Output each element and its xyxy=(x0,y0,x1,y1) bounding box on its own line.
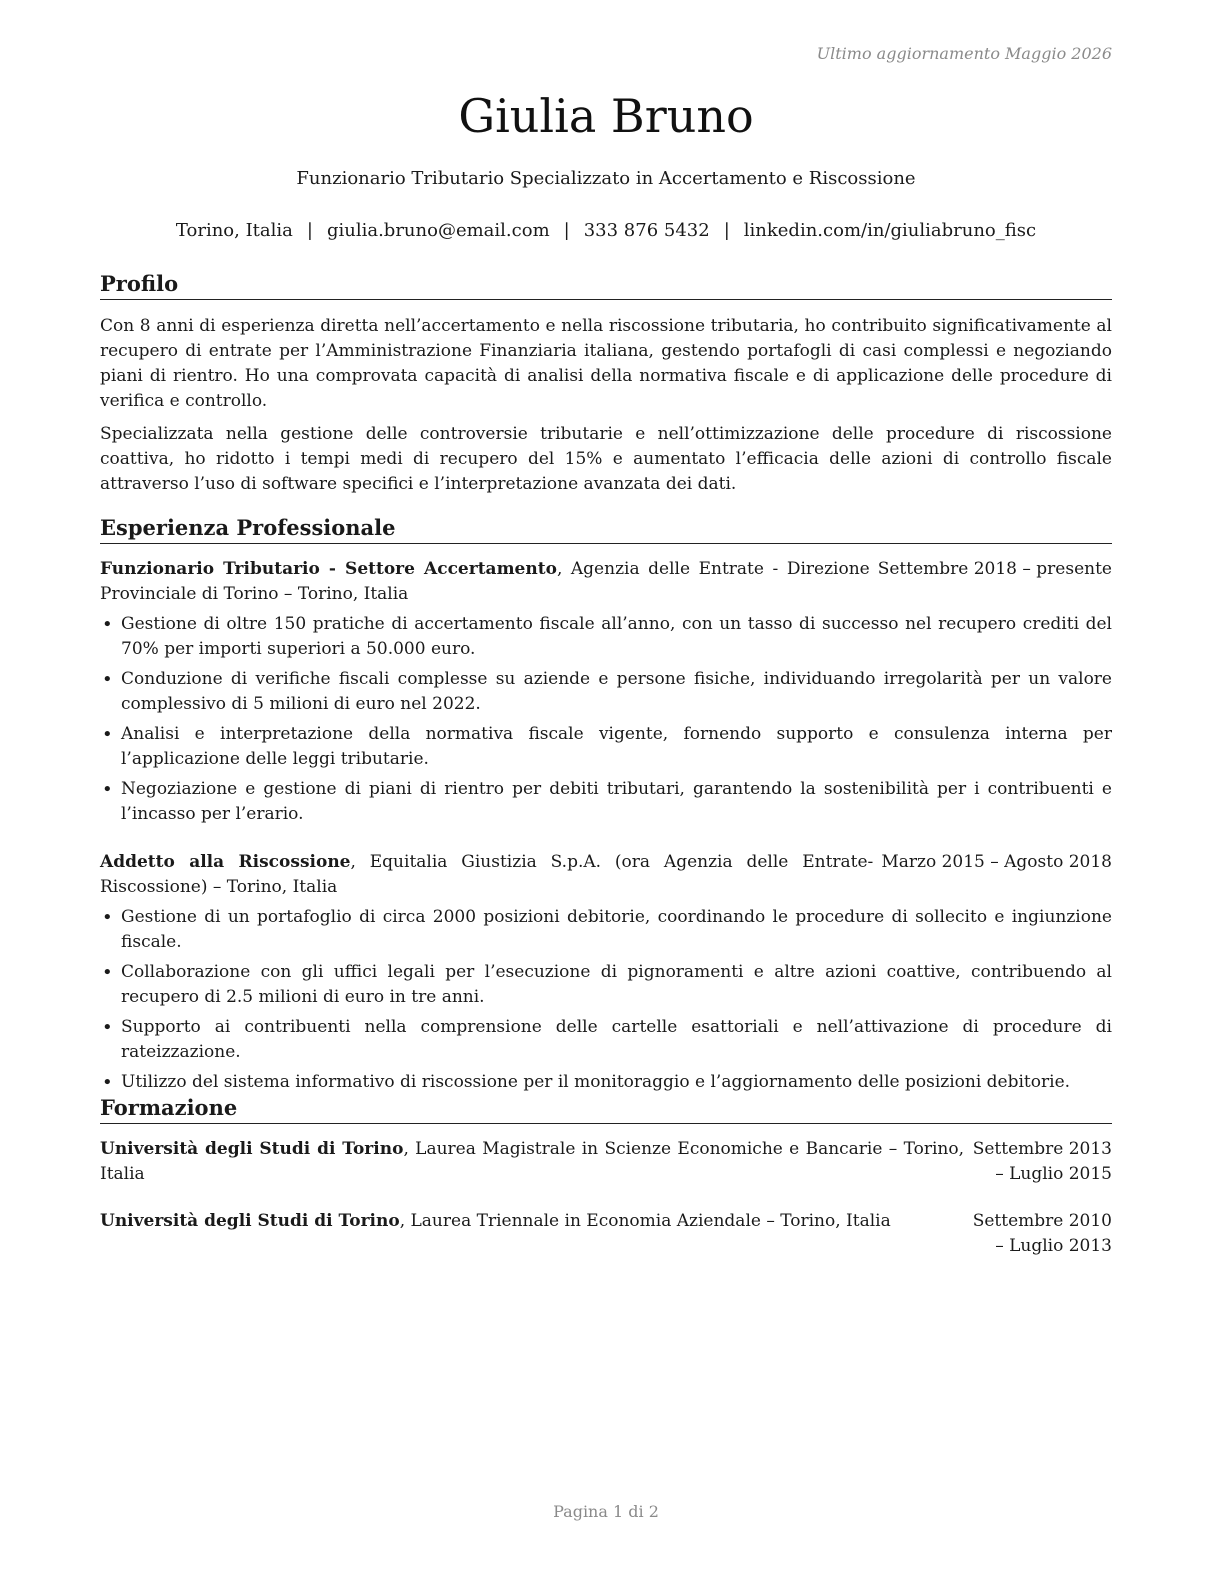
experience-entry xyxy=(100,557,1112,832)
section-heading-education: Formazione xyxy=(100,1094,1112,1124)
entry-header xyxy=(100,850,1112,900)
education-dates: Settembre 2010 – Luglio 2013 xyxy=(972,1211,1112,1256)
candidate-name: Giulia Bruno xyxy=(458,89,754,143)
last-updated: Ultimo aggiornamento Maggio 2026 xyxy=(816,44,1112,63)
page-number: Pagina 1 di 2 xyxy=(553,1502,659,1521)
education-entry xyxy=(100,1137,1112,1187)
list-item: • Negoziazione e gestione di piani di rientro per debiti tributari, garantendo la sostenibilità per i contribuenti e l’incasso per l’erario. xyxy=(100,777,1112,827)
contact-phone[interactable]: 333 876 5432 xyxy=(583,220,710,241)
job-employer: , Equitalia Giustizia S.p.A. (ora Agenzia delle Entrate-Riscossione) – Torino, Italia xyxy=(100,852,874,897)
list-item: • Supporto ai contribuenti nella comprensione delle cartelle esattoriali e nell’attivazione di procedure di rateizzazione. xyxy=(100,1015,1112,1065)
contact-line xyxy=(100,218,1112,244)
bullet-list xyxy=(100,905,1112,1095)
resume-page xyxy=(100,0,1112,1584)
contact-separator: | xyxy=(723,220,730,241)
section-heading-experience: Esperienza Professionale xyxy=(100,514,1112,544)
profile-paragraph: Specializzata nella gestione delle controversie tributarie e nell’ottimizzazione delle procedure di riscossione coattiva, ho ridotto i tempi medi di recupero del 15% e aumentato l’efficacia delle azioni di controllo fiscale attraverso l’uso di software specifici e l’interpretazione avanzata dei dati. xyxy=(100,424,1112,494)
list-item: • Gestione di oltre 150 pratiche di accertamento fiscale all’anno, con un tasso di successo nel recupero crediti del 70% per importi superiori a 50.000 euro. xyxy=(100,612,1112,662)
list-item: • Collaborazione con gli uffici legali per l’esecuzione di pignoramenti e altre azioni coattive, contribuendo al recupero di 2.5 milioni di euro in tre anni. xyxy=(100,960,1112,1010)
job-role: Addetto alla Riscossione xyxy=(100,852,351,872)
job-dates: Marzo 2015 – Agosto 2018 xyxy=(881,852,1112,872)
job-employer: , Agenzia delle Entrate - Direzione Provinciale di Torino – Torino, Italia xyxy=(100,559,870,604)
experience-entry xyxy=(100,850,1112,1100)
contact-email[interactable]: giulia.bruno@email.com xyxy=(326,220,550,241)
list-item: • Conduzione di verifiche fiscali complesse su aziende e persone fisiche, individuando irregolarità per un valore complessivo di 5 milioni di euro nel 2022. xyxy=(100,667,1112,717)
school-name: Università degli Studi di Torino xyxy=(100,1211,400,1231)
degree: , Laurea Triennale in Economia Aziendale – Torino, Italia xyxy=(399,1211,891,1231)
list-item: • Utilizzo del sistema informativo di riscossione per il monitoraggio e l’aggiornamento delle posizioni debitorie. xyxy=(100,1070,1112,1095)
list-item: • Gestione di un portafoglio di circa 2000 posizioni debitorie, coordinando le procedure di sollecito e ingiunzione fiscale. xyxy=(100,905,1112,955)
entry-header xyxy=(100,557,1112,607)
bullet-list xyxy=(100,612,1112,827)
list-item: • Analisi e interpretazione della normativa fiscale vigente, fornendo supporto e consulenza interna per l’applicazione delle leggi tributarie. xyxy=(100,722,1112,772)
profile-paragraph: Con 8 anni di esperienza diretta nell’accertamento e nella riscossione tributaria, ho contribuito significativamente al recupero di entrate per l’Amministrazione Finanziaria italiana, gestendo portafogli di casi complessi e negoziando piani di rientro. Ho una comprovata capacità di analisi della normativa fiscale e di applicazione delle procedure di verifica e controllo. xyxy=(100,316,1112,411)
school-name: Università degli Studi di Torino xyxy=(100,1139,404,1159)
job-title: Funzionario Tributario Specializzato in Accertamento e Riscossione xyxy=(296,168,916,189)
degree: , Laurea Magistrale in Scienze Economiche e Bancarie – Torino, Italia xyxy=(100,1139,965,1184)
contact-linkedin[interactable]: linkedin.com/in/giuliabruno_fisc xyxy=(743,220,1037,241)
section-heading-profile: Profilo xyxy=(100,270,1112,300)
contact-location: Torino, Italia xyxy=(175,220,293,241)
contact-separator: | xyxy=(563,220,570,241)
job-role: Funzionario Tributario - Settore Accertamento xyxy=(100,559,557,579)
education-list xyxy=(100,1137,1112,1281)
profile-text xyxy=(100,314,1112,505)
education-dates: Settembre 2013 – Luglio 2015 xyxy=(972,1139,1112,1184)
job-dates: Settembre 2018 – presente xyxy=(877,559,1112,579)
education-entry xyxy=(100,1209,1112,1259)
contact-separator: | xyxy=(306,220,313,241)
